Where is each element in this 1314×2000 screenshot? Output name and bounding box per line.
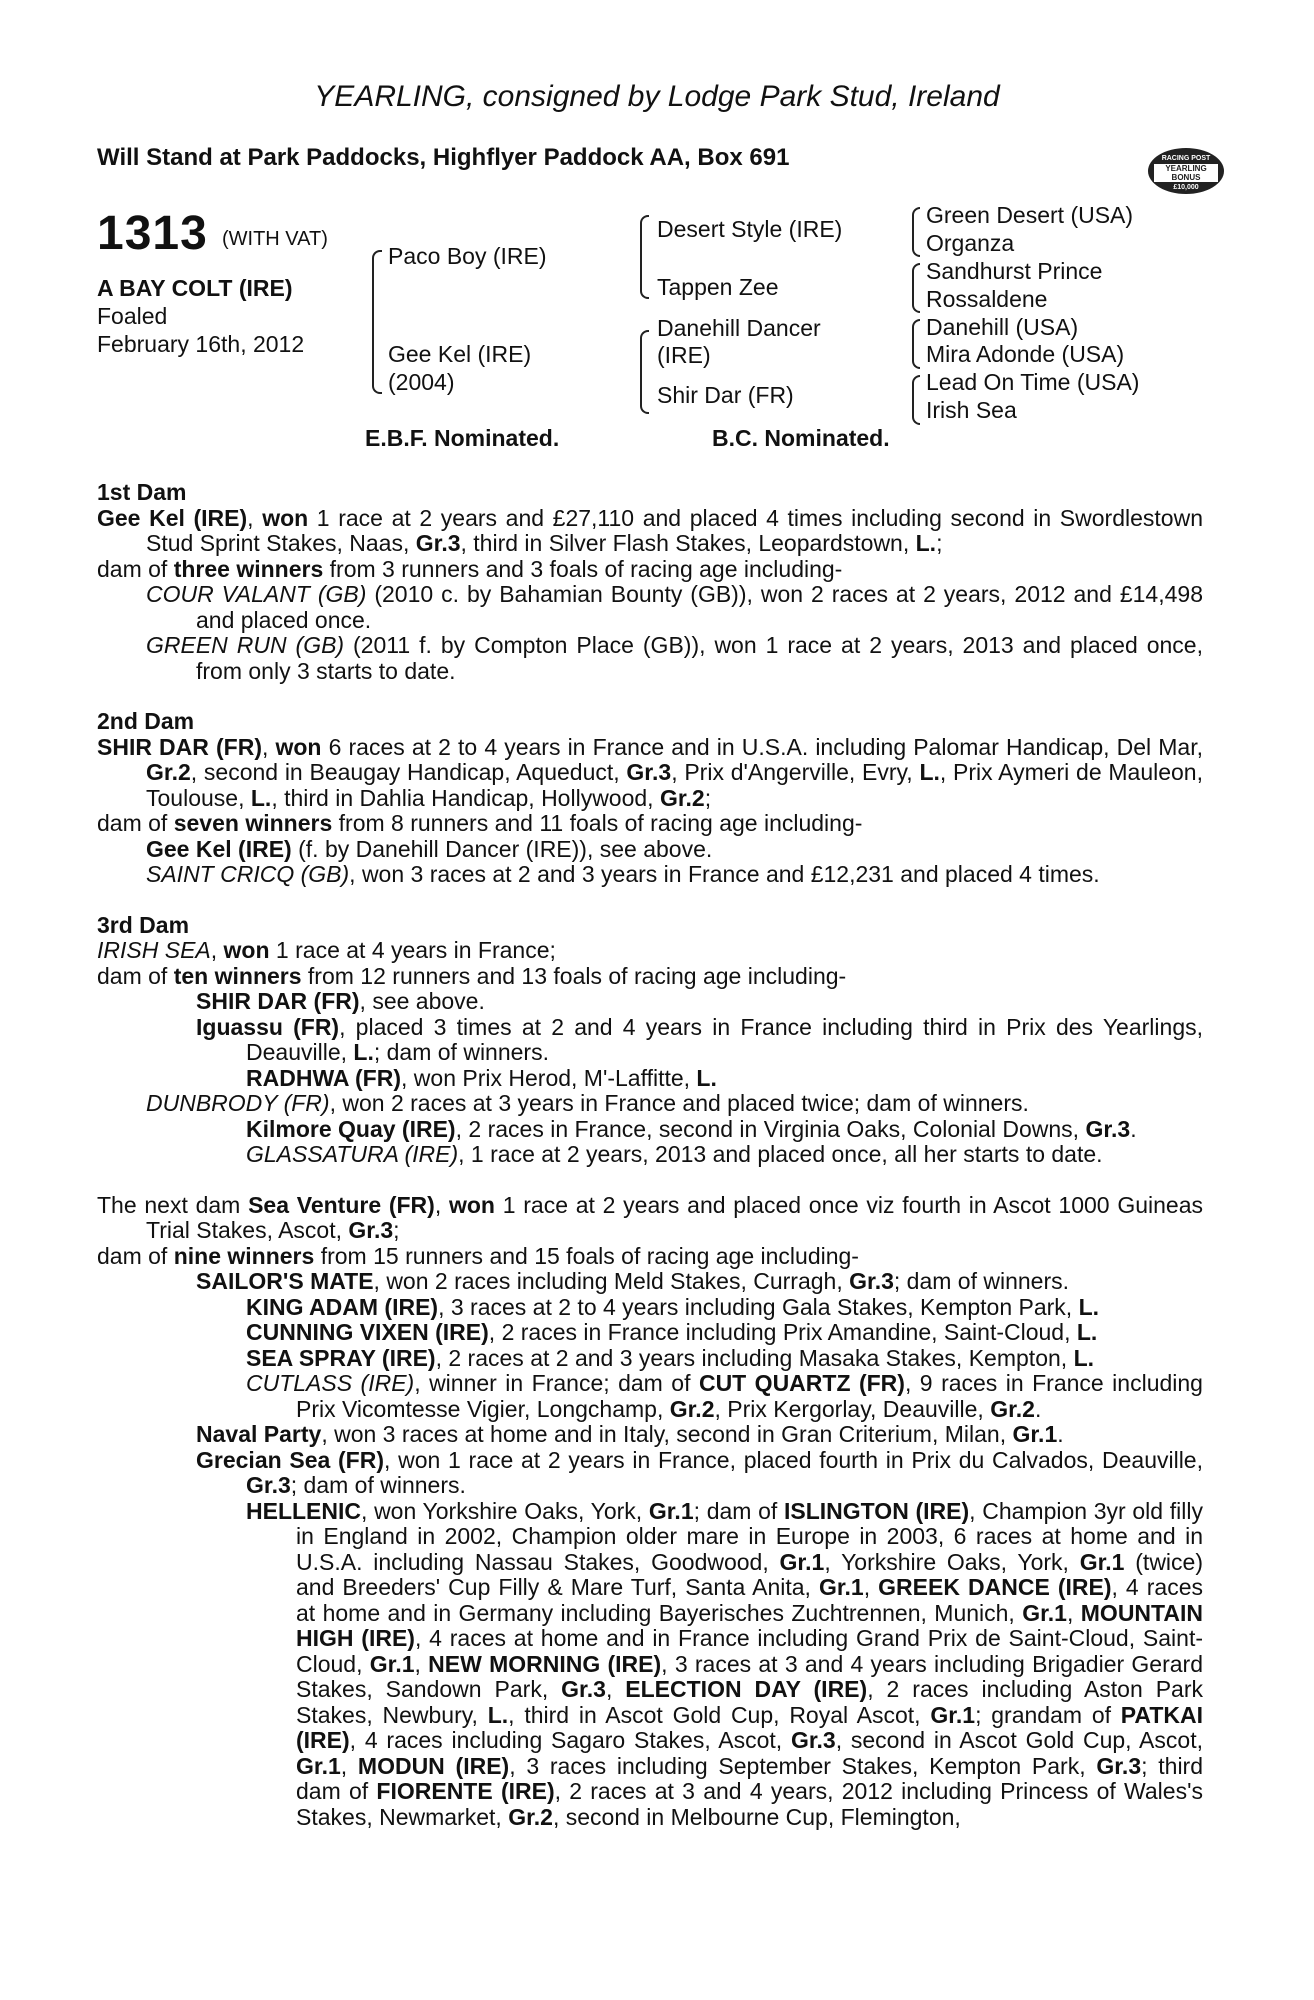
dam-sire: Danehill Dancer <box>657 315 821 341</box>
offspring-record: COUR VALANT (GB) (2010 c. by Bahamian Bounty (GB)), won 2 races at 2 years, 2012 and £14,498 and placed once. <box>146 581 1203 633</box>
offspring-record: SAINT CRICQ (GB), won 3 races at 2 and 3 years in France and £12,231 and placed 4 times. <box>146 861 1100 887</box>
dam: Gee Kel (IRE) <box>388 341 532 367</box>
dam-record: SHIR DAR (FR), won 6 races at 2 to 4 years in France and in U.S.A. including Palomar Handicap, Del Mar, Gr.2, second in Beaugay Handicap, Aqueduct, Gr.3, Prix d'Angerville, Evry, L., Prix Aymeri de Mauleon, Toulouse, L., third in Dahlia Handicap, Hollywood, Gr.2; <box>97 733 1203 811</box>
pedigree-brace <box>912 207 920 257</box>
dam-record: IRISH SEA, won 1 race at 4 years in France; <box>97 937 556 963</box>
offspring-record: SAILOR'S MATE, won 2 races including Meld Stakes, Curragh, Gr.3; dam of winners. <box>196 1268 1070 1294</box>
foaled-label: Foaled <box>97 303 168 329</box>
pedigree-brace <box>372 250 382 394</box>
pedigree-brace <box>912 375 920 425</box>
dam-summary: dam of ten winners from 12 runners and 13 foals of racing age including- <box>97 962 847 989</box>
granddam-4: Rossaldene <box>926 286 1048 312</box>
offspring-record: Kilmore Quay (IRE), 2 races in France, second in Virginia Oaks, Colonial Downs, Gr.3. <box>246 1115 1137 1142</box>
section-title: 1st Dam <box>97 479 187 505</box>
offspring-record: HELLENIC, won Yorkshire Oaks, York, Gr.1; dam of ISLINGTON (IRE), Champion 3yr old filly in England in 2002, Champion older mare in Europe in 2003, 6 races at home and in U.S.A. including Nassau Stakes, Goodwood, Gr.1, Yorkshire Oaks, York, Gr.1 (twice) and Breeders' Cup Filly & Mare Turf, Santa Anita, Gr.1, GREEK DANCE (IRE), 4 races at home and in Germany including Bayerisches Zuchtrennen, Munich, Gr.1, MOUNTAIN HIGH (IRE), 4 races at home and in France including Grand Prix de Saint-Cloud, Saint-Cloud, Gr.1, NEW MORNING (IRE), 3 races at 3 and 4 years including Brigadier Gerard Stakes, Sandown Park, Gr.3, ELECTION DAY (IRE), 2 races including Aston Park Stakes, Newbury, L., third in Ascot Gold Cup, Royal Ascot, Gr.1; grandam of PATKAI (IRE), 4 races including Sagaro Stakes, Ascot, Gr.3, second in Ascot Gold Cup, Ascot, Gr.1, MODUN (IRE), 3 races including September Stakes, Kempton Park, Gr.3; third dam of FIORENTE (IRE), 2 races at 3 and 4 years, 2012 including Princess of Wales's Stakes, Newmarket, Gr.2, second in Melbourne Cup, Flemington, <box>246 1497 1204 1830</box>
pedigree-brace <box>912 319 920 369</box>
grandsire-3: Sandhurst Prince <box>926 258 1103 284</box>
sire-sire: Desert Style (IRE) <box>657 216 843 242</box>
section-title: 3rd Dam <box>97 911 190 938</box>
lot-number: 1313 <box>97 207 208 260</box>
granddam-8: Irish Sea <box>926 397 1017 423</box>
pedigree-brace <box>912 263 920 313</box>
pedigree-brace <box>640 215 649 299</box>
offspring-record: GLASSATURA (IRE), 1 race at 2 years, 2013 and placed once, all her starts to date. <box>246 1141 1103 1167</box>
dam-year: (2004) <box>388 369 455 395</box>
offspring-record: KING ADAM (IRE), 3 races at 2 to 4 years including Gala Stakes, Kempton Park, L. <box>246 1293 1100 1320</box>
dam-record: The next dam Sea Venture (FR), won 1 race at 2 years and placed once viz fourth in Ascot 1000 Guineas Trial Stakes, Ascot, Gr.3; <box>97 1191 1204 1243</box>
badge-line: £10,000 <box>1173 184 1199 191</box>
offspring-record: CUTLASS (IRE), winner in France; dam of CUT QUARTZ (FR), 9 races in France including Prix Vicomtesse Vigier, Longchamp, Gr.2, Prix Kergorlay, Deauville, Gr.2. <box>246 1370 1203 1422</box>
offspring-record: GREEN RUN (GB) (2011 f. by Compton Place (GB)), won 1 race at 2 years, 2013 and placed once, from only 3 starts to date. <box>146 632 1203 684</box>
lot-name: A BAY COLT (IRE) <box>97 275 293 301</box>
offspring-record: DUNBRODY (FR), won 2 races at 3 years in France and placed twice; dam of winners. <box>146 1090 1029 1116</box>
stand-location: Will Stand at Park Paddocks, Highflyer Paddock AA, Box 691 <box>97 144 790 171</box>
dam-summary: dam of seven winners from 8 runners and 11 foals of racing age including- <box>97 810 863 836</box>
granddam-6: Mira Adonde (USA) <box>926 341 1125 367</box>
badge-line: RACING POST <box>1161 155 1211 162</box>
vat-note: (WITH VAT) <box>222 228 328 250</box>
granddam-2: Organza <box>926 230 1015 256</box>
offspring-record: SEA SPRAY (IRE), 2 races at 2 and 3 years including Masaka Stakes, Kempton, L. <box>246 1344 1095 1371</box>
offspring-record: Gee Kel (IRE) (f. by Danehill Dancer (IRE)), see above. <box>146 835 713 862</box>
ebf-nomination: E.B.F. Nominated. <box>365 425 560 451</box>
yearling-bonus-badge <box>1148 148 1224 194</box>
offspring-record: RADHWA (FR), won Prix Herod, M'-Laffitte, L. <box>246 1064 717 1091</box>
foaled-info <box>97 302 367 358</box>
produce-record <box>97 480 1203 1830</box>
dam-sire-country: (IRE) <box>657 342 711 368</box>
dam-summary: dam of three winners from 3 runners and 3 foals of racing age including- <box>97 555 843 582</box>
offspring-record: SHIR DAR (FR), see above. <box>196 988 485 1014</box>
foaled-date: February 16th, 2012 <box>97 331 305 357</box>
grandsire-7: Lead On Time (USA) <box>926 369 1140 395</box>
dam-record: Gee Kel (IRE), won 1 race at 2 years and £27,110 and placed 4 times including second in Swordlestown Stud Sprint Stakes, Naas, Gr.3, third in Silver Flash Stakes, Leopardstown, L.; <box>97 504 1203 556</box>
offspring-record: Grecian Sea (FR), won 1 race at 2 years in France, placed fourth in Prix du Calvados, Deauville, Gr.3; dam of winners. <box>196 1446 1203 1498</box>
offspring-record: CUNNING VIXEN (IRE), 2 races in France including Prix Amandine, Saint-Cloud, L. <box>246 1319 1098 1345</box>
dam-summary: dam of nine winners from 15 runners and 15 foals of racing age including- <box>97 1242 859 1269</box>
grandsire-5: Danehill (USA) <box>926 314 1079 340</box>
offspring-record: Naval Party, won 3 races at home and in Italy, second in Gran Criterium, Milan, Gr.1. <box>196 1421 1064 1447</box>
consignment-header: YEARLING, consigned by Lodge Park Stud, Ireland <box>314 80 1000 113</box>
bc-nomination: B.C. Nominated. <box>712 425 890 451</box>
grandsire-1: Green Desert (USA) <box>926 202 1134 228</box>
dam-dam: Shir Dar (FR) <box>657 382 794 408</box>
section-title: 2nd Dam <box>97 708 195 734</box>
sire: Paco Boy (IRE) <box>388 243 547 269</box>
pedigree-brace <box>640 330 649 414</box>
offspring-record: Iguassu (FR), placed 3 times at 2 and 4 years in France including third in Prix des Yearlings, Deauville, L.; dam of winners. <box>196 1013 1203 1065</box>
badge-line: YEARLING BONUS <box>1154 164 1218 182</box>
sire-dam: Tappen Zee <box>657 274 779 300</box>
